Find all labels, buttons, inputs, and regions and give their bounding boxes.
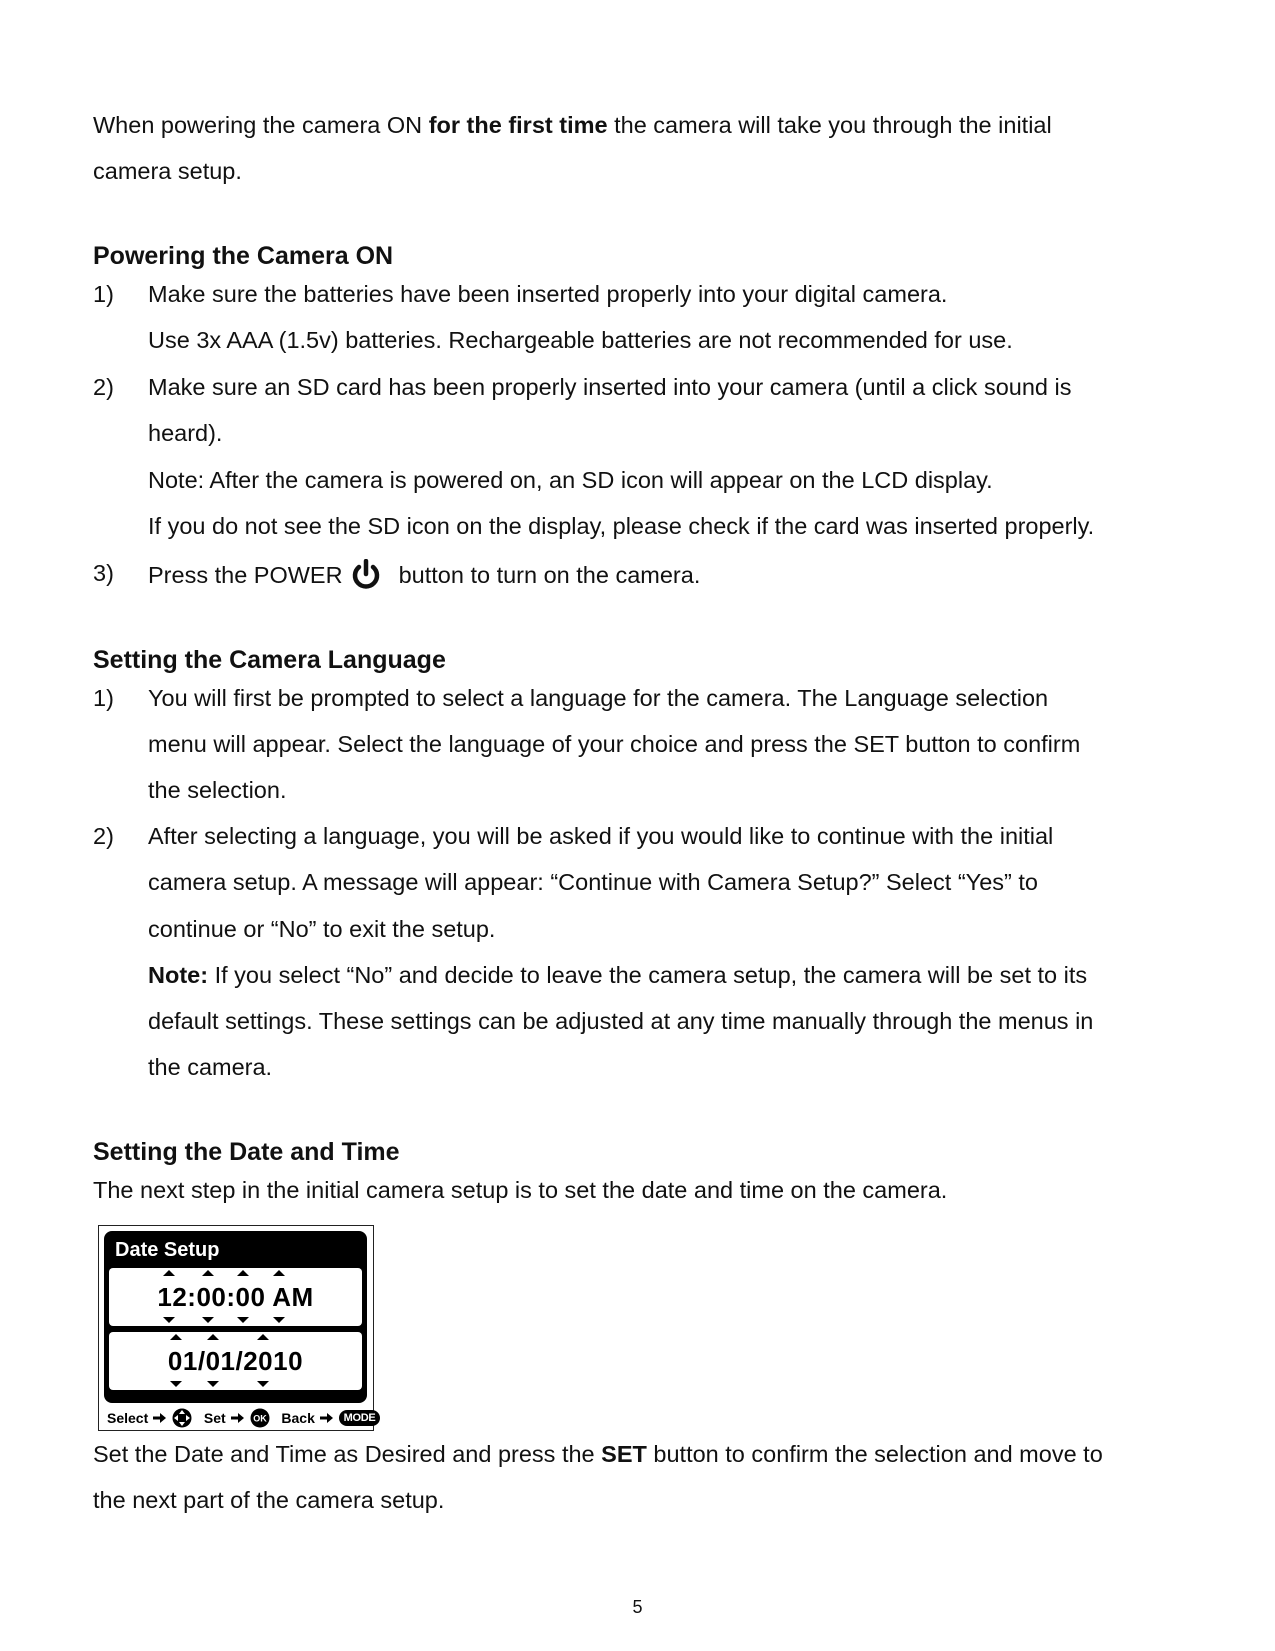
time-field [109, 1268, 362, 1326]
arrow-right-icon [320, 1413, 334, 1423]
screen-title: Date Setup [115, 1239, 220, 1261]
date-field [109, 1332, 362, 1390]
outro-text-a: Set the Date and Time as Desired and press the [93, 1441, 602, 1467]
note-label: Note: [148, 962, 209, 988]
language-item-1-line-3: the selection. [148, 777, 287, 803]
arrow-right-icon [153, 1413, 167, 1423]
power-item-3-text-a: Press the POWER [148, 562, 343, 588]
list-number: 1) [93, 685, 114, 711]
power-item-2-line-4: If you do not see the SD icon on the display, please check if the card was inserted properly. [148, 513, 1095, 539]
page-number: 5 [632, 1597, 643, 1617]
heading-date-time: Setting the Date and Time [93, 1138, 400, 1166]
power-item-2-line-2: heard). [148, 420, 223, 446]
date-outro-line-1 [93, 1440, 1103, 1468]
language-item-2-line-3: continue or “No” to exit the setup. [148, 916, 496, 942]
hint-select-label: Select [107, 1410, 149, 1427]
language-item-2-line-2: camera setup. A message will appear: “Continue with Camera Setup?” Select “Yes” to [148, 869, 1038, 895]
language-item-2-line-1: After selecting a language, you will be asked if you would like to continue with the initial [148, 823, 1054, 849]
power-item-2-line-1: Make sure an SD card has been properly inserted into your camera (until a click sound is [148, 374, 1072, 400]
power-item-3-text-b: button to turn on the camera. [398, 562, 701, 588]
intro-text-b: the camera will take you through the initial [607, 112, 1052, 138]
list-number: 3) [93, 560, 114, 586]
language-note-line-3: the camera. [148, 1054, 273, 1080]
power-item-1-line-1: Make sure the batteries have been inserted properly into your digital camera. [148, 281, 948, 307]
language-item-1-line-2: menu will appear. Select the language of your choice and press the SET button to confirm [148, 731, 1081, 757]
power-item-2-note: Note: After the camera is powered on, an SD icon will appear on the LCD display. [148, 467, 993, 493]
intro-emphasis: for the first time [428, 112, 608, 138]
list-number: 1) [93, 281, 114, 307]
intro-line-2: camera setup. [93, 158, 242, 184]
language-item-1-line-1: You will first be prompted to select a language for the camera. The Language selection [148, 685, 1049, 711]
arrow-right-icon [231, 1413, 245, 1423]
date-value: 01/01/2010 [167, 1346, 304, 1376]
set-emphasis: SET [601, 1441, 647, 1467]
screen-display [104, 1231, 367, 1403]
outro-text-b: button to confirm the selection and move to [646, 1441, 1103, 1467]
intro-line-1 [93, 111, 1052, 139]
time-value: 12:00:00 AM [157, 1282, 314, 1312]
power-item-3 [148, 559, 700, 589]
power-icon [349, 559, 383, 589]
intro-text-a: When powering the camera ON [93, 112, 429, 138]
note-text: If you select “No” and decide to leave the camera setup, the camera will be set to its [208, 962, 1088, 988]
list-number: 2) [93, 374, 114, 400]
list-number: 2) [93, 823, 114, 849]
mode-button-icon: MODE [339, 1410, 381, 1426]
date-intro: The next step in the initial camera setup is to set the date and time on the camera. [93, 1177, 948, 1203]
date-setup-screen [98, 1225, 374, 1431]
dpad-icon [172, 1408, 192, 1428]
heading-powering: Powering the Camera ON [93, 242, 394, 270]
ok-label: OK [252, 1413, 267, 1424]
hint-set-label: Set [203, 1410, 226, 1427]
language-note-line-1 [148, 961, 1087, 989]
heading-language: Setting the Camera Language [93, 646, 446, 674]
hint-back-label: Back [281, 1410, 315, 1427]
date-outro-line-2: the next part of the camera setup. [93, 1487, 445, 1513]
power-item-1-line-2: Use 3x AAA (1.5v) batteries. Rechargeable batteries are not recommended for use. [148, 327, 1013, 353]
screen-hint-bar [107, 1408, 380, 1428]
language-note-line-2: default settings. These settings can be adjusted at any time manually through the menus in [148, 1008, 1094, 1034]
ok-button-icon [250, 1408, 270, 1428]
